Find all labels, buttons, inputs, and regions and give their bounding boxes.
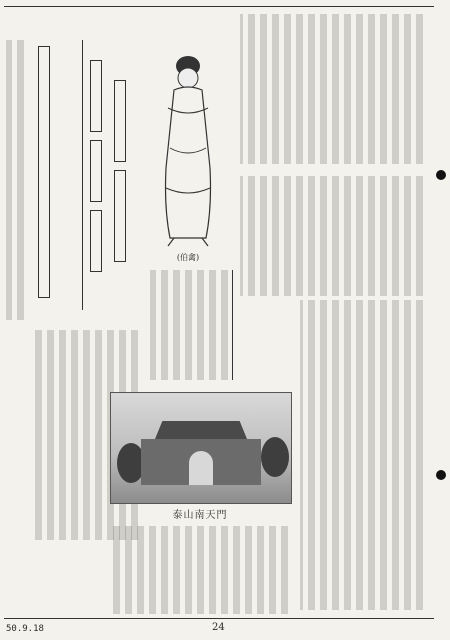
article-body-middle-right	[240, 176, 425, 296]
genealogy-node	[114, 80, 126, 162]
column-divider	[232, 270, 233, 380]
genealogy-chart	[30, 40, 140, 320]
genealogy-label	[38, 46, 50, 298]
top-rule	[4, 6, 434, 7]
figure-illustration	[148, 48, 228, 248]
binding-hole	[436, 470, 446, 480]
article-body-lower-right	[300, 300, 425, 610]
article-body-left-strip	[6, 40, 26, 320]
page-number: 24	[212, 622, 225, 633]
article-body-bottom-center	[110, 526, 290, 614]
genealogy-node	[90, 210, 102, 272]
genealogy-node	[90, 140, 102, 202]
temple-gate-photo	[110, 392, 292, 504]
genealogy-node	[90, 60, 102, 132]
section-title	[404, 14, 426, 94]
genealogy-node	[114, 170, 126, 262]
figure-caption: (伯禽)	[176, 253, 200, 262]
bottom-rule	[4, 618, 434, 619]
date-stamp: 50.9.18	[6, 624, 44, 634]
article-body-middle-left	[150, 270, 230, 380]
photo-caption: 泰山南天門	[172, 510, 228, 521]
binding-hole	[436, 170, 446, 180]
article-body-top-right	[240, 14, 425, 164]
